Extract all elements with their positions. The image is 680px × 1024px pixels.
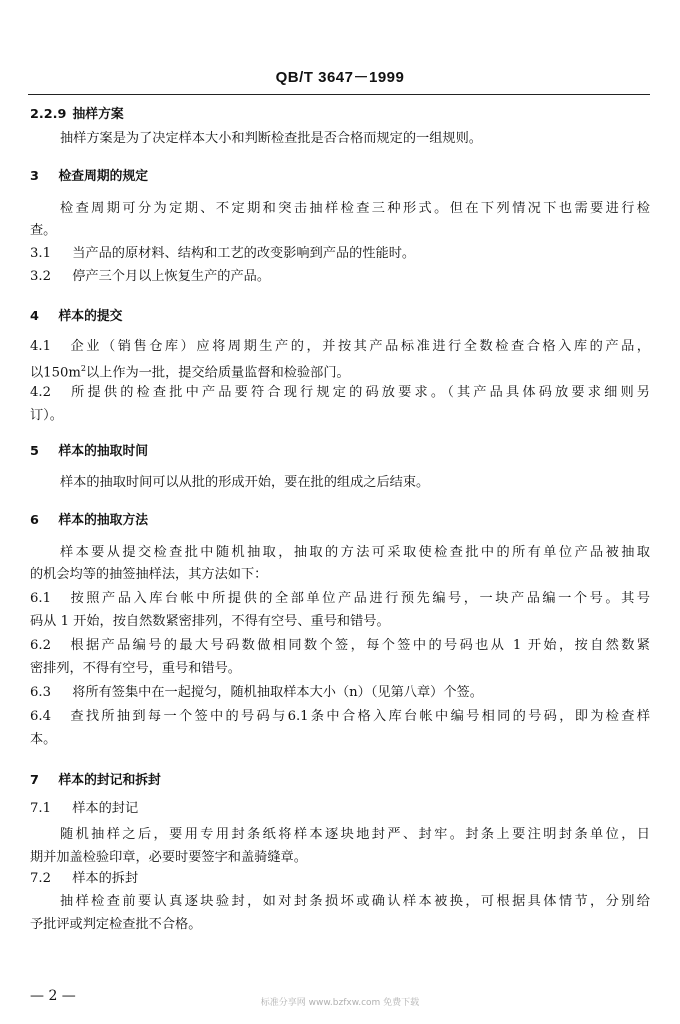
clause-text: 当产品的原材料、结构和工艺的改变影响到产品的性能时。 bbox=[72, 246, 416, 261]
paragraph-line: 抽样检查前要认真逐块验封，如对封条损坏或确认样本被换，可根据具体情节，分别给 bbox=[60, 894, 650, 909]
clause-text: 以150m bbox=[30, 365, 81, 381]
clause-number: 6.1 bbox=[30, 591, 51, 606]
clause-number: 6.4 bbox=[30, 709, 51, 724]
clause-number: 7.1 bbox=[30, 801, 51, 816]
section-number: 6 bbox=[30, 513, 39, 528]
clause-4-1 bbox=[30, 338, 650, 356]
clause-4-2 bbox=[30, 384, 650, 402]
clause-number: 3.2 bbox=[30, 269, 51, 284]
clause-text: 查找所抽到每一个签中的号码与6.1条中合格入库台帐中编号相同的号码，即为检查样 bbox=[68, 709, 650, 724]
clause-title: 样本的拆封 bbox=[72, 871, 139, 886]
standard-code-header: QB/T 3647－1999 bbox=[275, 69, 405, 86]
clause-6-3 bbox=[30, 684, 650, 702]
section-number: 2.2.9 bbox=[30, 107, 67, 122]
paragraph-line: 密排列，不得有空号，重号和错号。 bbox=[30, 661, 241, 676]
section-number: 7 bbox=[30, 773, 39, 788]
section-title: 样本的提交 bbox=[58, 309, 123, 324]
clause-text: 停产三个月以上恢复生产的产品。 bbox=[72, 269, 271, 284]
clause-3-1 bbox=[30, 245, 650, 263]
header-rule bbox=[28, 94, 650, 95]
section-title: 抽样方案 bbox=[72, 107, 124, 122]
clause-number: 3.1 bbox=[30, 246, 51, 261]
paragraph-line: 随机抽样之后，要用专用封条纸将样本逐块地封严、封牢。封条上要注明封条单位，日 bbox=[60, 827, 650, 842]
paragraph-line: 检查周期可分为定期、不定期和突击抽样检查三种形式。但在下列情况下也需要进行检 bbox=[60, 201, 650, 216]
clause-title: 样本的封记 bbox=[72, 801, 139, 816]
section-2-2-9-heading bbox=[30, 106, 650, 124]
section-title: 样本的封记和拆封 bbox=[58, 773, 161, 788]
section-number: 4 bbox=[30, 309, 39, 324]
clause-number: 4.1 bbox=[30, 339, 51, 354]
clause-text: 所提供的检查批中产品要符合现行规定的码放要求。（其产品具体码放要求细则另 bbox=[68, 385, 650, 400]
paragraph-line: 订）。 bbox=[30, 408, 63, 423]
clause-text: 企业（销售仓库）应将周期生产的，并按其产品标准进行全数检查合格入库的产品， bbox=[68, 339, 650, 354]
clause-text: 将所有签集中在一起搅匀，随机抽取样本大小（n）（见第八章）个签。 bbox=[72, 685, 483, 700]
clause-7-1-heading bbox=[30, 800, 650, 818]
clause-6-4 bbox=[30, 708, 650, 726]
section-number: 3 bbox=[30, 169, 39, 184]
section-3-heading bbox=[30, 168, 650, 186]
paragraph-line: 予批评或判定检查批不合格。 bbox=[30, 917, 202, 932]
clause-number: 6.2 bbox=[30, 638, 51, 653]
superscript: 2 bbox=[80, 364, 86, 373]
section-title: 检查周期的规定 bbox=[58, 169, 149, 184]
clause-6-2 bbox=[30, 637, 650, 655]
clause-7-2-heading bbox=[30, 870, 650, 888]
section-4-heading bbox=[30, 308, 650, 326]
section-title: 样本的抽取方法 bbox=[58, 513, 149, 528]
clause-4-1-continued bbox=[30, 360, 650, 382]
page-number: — 2 — bbox=[30, 988, 76, 1004]
clause-text: 以上作为一批，提交给质量监督和检验部门。 bbox=[85, 365, 350, 381]
paragraph-line: 期并加盖检验印章，必要时要签字和盖骑缝章。 bbox=[30, 850, 307, 865]
clause-number: 4.2 bbox=[30, 385, 51, 400]
paragraph: 抽样方案是为了决定样本大小和判断检查批是否合格而规定的一组规则。 bbox=[60, 131, 482, 146]
clause-text: 根据产品编号的最大号码数做相同数个签，每个签中的号码也从 1 开始，按自然数紧 bbox=[68, 638, 650, 653]
clause-number: 6.3 bbox=[30, 685, 51, 700]
clause-6-1 bbox=[30, 590, 650, 608]
paragraph-line: 码从 1 开始，按自然数紧密排列，不得有空号、重号和错号。 bbox=[30, 614, 390, 629]
watermark: 标准分享网 www.bzfxw.com 免费下载 bbox=[260, 998, 420, 1008]
section-number: 5 bbox=[30, 444, 39, 459]
section-5-heading bbox=[30, 443, 650, 461]
section-title: 样本的抽取时间 bbox=[58, 444, 149, 459]
clause-3-2 bbox=[30, 268, 650, 286]
paragraph: 样本的抽取时间可以从批的形成开始，要在批的组成之后结束。 bbox=[60, 475, 430, 490]
clause-text: 按照产品入库台帐中所提供的全部单位产品进行预先编号，一块产品编一个号。其号 bbox=[68, 591, 650, 606]
paragraph-line: 查。 bbox=[30, 223, 57, 238]
clause-number: 7.2 bbox=[30, 871, 51, 886]
section-7-heading bbox=[30, 772, 650, 790]
paragraph-line: 的机会均等的抽签抽样法，其方法如下： bbox=[30, 567, 268, 582]
paragraph-line: 样本要从提交检查批中随机抽取，抽取的方法可采取使检查批中的所有单位产品被抽取 bbox=[60, 545, 650, 560]
paragraph-line: 本。 bbox=[30, 732, 57, 747]
section-6-heading bbox=[30, 512, 650, 530]
